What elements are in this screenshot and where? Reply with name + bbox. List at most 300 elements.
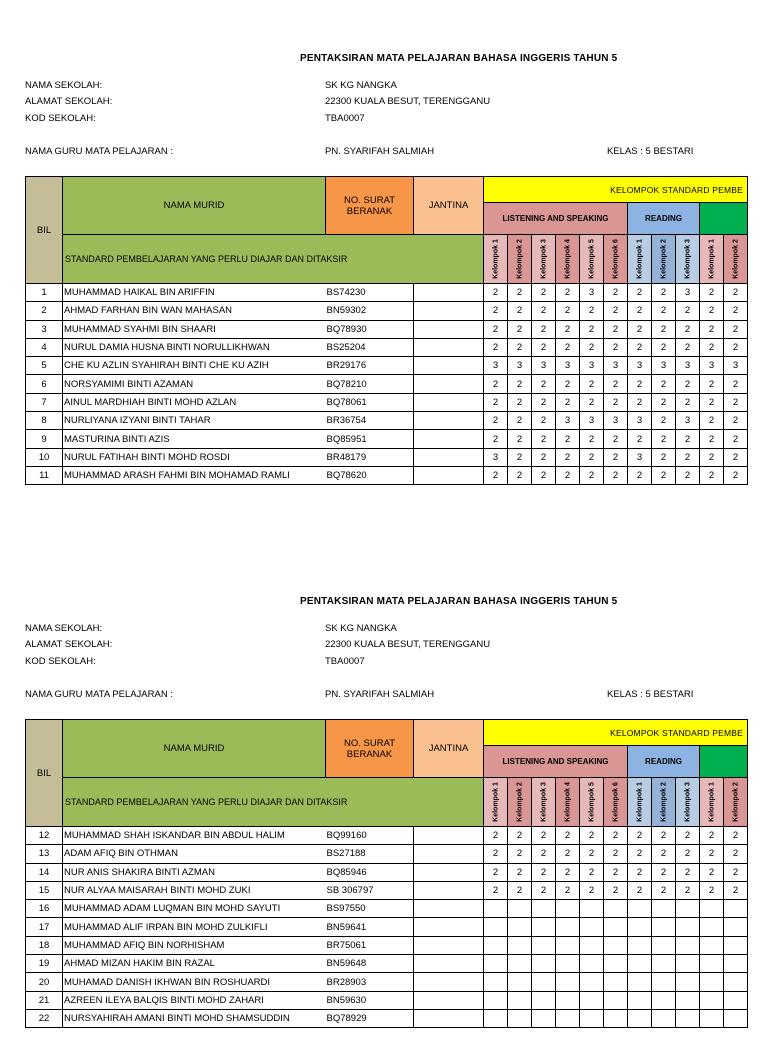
score-cell: 2	[676, 375, 700, 393]
score-cell	[508, 973, 532, 991]
score-cell	[628, 973, 652, 991]
jantina-cell	[414, 320, 484, 338]
score-cell: 2	[676, 863, 700, 881]
surat-cell: BN59630	[326, 991, 414, 1009]
score-cell	[556, 955, 580, 973]
score-cell	[724, 918, 748, 936]
score-cell	[700, 973, 724, 991]
score-cell	[724, 991, 748, 1009]
score-cell: 2	[652, 845, 676, 863]
score-cell: 2	[676, 320, 700, 338]
score-cell: 2	[652, 430, 676, 448]
score-cell: 2	[700, 393, 724, 411]
score-cell: 2	[700, 881, 724, 899]
bil-cell: 6	[26, 375, 63, 393]
kod-label: KOD SEKOLAH:	[25, 113, 96, 124]
alamat-value: 22300 KUALA BESUT, TERENGGANU	[325, 639, 491, 650]
score-cell: 2	[652, 375, 676, 393]
jantina-cell	[414, 936, 484, 954]
score-cell: 2	[580, 430, 604, 448]
score-cell: 2	[628, 430, 652, 448]
score-cell: 2	[652, 412, 676, 430]
surat-cell: BS74230	[326, 284, 414, 302]
standard-pembelajaran-header: STANDARD PEMBELAJARAN YANG PERLU DIAJAR DAN DITAKSIR	[63, 778, 484, 827]
score-cell	[580, 955, 604, 973]
nama-cell: NUR ANIS SHAKIRA BINTI AZMAN	[63, 863, 326, 881]
score-cell: 2	[604, 448, 628, 466]
score-cell: 2	[604, 393, 628, 411]
score-cell: 2	[628, 338, 652, 356]
score-cell: 2	[652, 466, 676, 484]
table-row	[26, 466, 748, 484]
nama-cell: MUHAMMAD ADAM LUQMAN BIN MOHD SAYUTI	[63, 900, 326, 918]
score-cell: 2	[700, 284, 724, 302]
surat-cell: BR75061	[326, 936, 414, 954]
score-cell: 2	[700, 845, 724, 863]
surat-cell: BQ99160	[326, 827, 414, 845]
score-cell: 2	[700, 412, 724, 430]
score-cell: 2	[556, 302, 580, 320]
table-row	[26, 320, 748, 338]
score-cell: 2	[724, 302, 748, 320]
bil-cell: 12	[26, 827, 63, 845]
nama-murid-header: NAMA MURID	[63, 720, 326, 778]
score-cell: 2	[628, 881, 652, 899]
score-cell: 2	[676, 448, 700, 466]
score-cell	[676, 936, 700, 954]
score-cell: 3	[652, 357, 676, 375]
score-cell	[628, 918, 652, 936]
score-cell	[700, 955, 724, 973]
surat-cell: BS25204	[326, 338, 414, 356]
score-cell: 2	[604, 827, 628, 845]
score-cell: 2	[556, 320, 580, 338]
score-cell: 3	[700, 357, 724, 375]
score-cell: 2	[508, 845, 532, 863]
kelompok-col-header: Kelompok 5	[580, 778, 604, 827]
jantina-cell	[414, 863, 484, 881]
kelompok-col-header: Kelompok 3	[532, 235, 556, 284]
score-cell: 2	[484, 430, 508, 448]
score-cell: 2	[556, 863, 580, 881]
score-cell: 2	[700, 827, 724, 845]
nama-cell: MUHAMMAD SYAHMI BIN SHAARI	[63, 320, 326, 338]
score-cell: 2	[508, 430, 532, 448]
score-cell: 2	[700, 448, 724, 466]
bil-cell: 17	[26, 918, 63, 936]
surat-cell: BR28903	[326, 973, 414, 991]
bil-cell: 8	[26, 412, 63, 430]
surat-cell: BR36754	[326, 412, 414, 430]
score-cell: 2	[652, 863, 676, 881]
score-cell	[532, 936, 556, 954]
score-cell: 2	[532, 375, 556, 393]
score-cell	[652, 973, 676, 991]
score-cell: 2	[580, 845, 604, 863]
score-cell: 2	[484, 827, 508, 845]
jantina-cell	[414, 412, 484, 430]
bil-cell: 4	[26, 338, 63, 356]
score-cell: 2	[604, 881, 628, 899]
score-cell: 3	[508, 357, 532, 375]
bil-cell: 11	[26, 466, 63, 484]
jantina-header: JANTINA	[414, 177, 484, 235]
kelompok-col-header: Kelompok 6	[604, 778, 628, 827]
table-row	[26, 357, 748, 375]
score-cell	[484, 900, 508, 918]
score-cell	[508, 955, 532, 973]
score-cell	[604, 991, 628, 1009]
jantina-cell	[414, 827, 484, 845]
score-cell: 2	[556, 338, 580, 356]
score-cell: 2	[484, 302, 508, 320]
score-cell: 2	[724, 412, 748, 430]
score-cell: 3	[676, 284, 700, 302]
score-cell: 2	[556, 448, 580, 466]
surat-cell: BS97550	[326, 900, 414, 918]
score-cell: 2	[652, 338, 676, 356]
score-cell	[532, 900, 556, 918]
score-cell	[580, 918, 604, 936]
score-cell	[508, 936, 532, 954]
score-cell: 2	[556, 284, 580, 302]
score-cell: 2	[604, 338, 628, 356]
kelompok-col-header: Kelompok 4	[556, 778, 580, 827]
score-cell: 2	[700, 863, 724, 881]
score-cell: 2	[508, 320, 532, 338]
score-cell: 2	[556, 881, 580, 899]
score-cell	[556, 1009, 580, 1027]
score-cell: 2	[604, 320, 628, 338]
score-cell	[700, 918, 724, 936]
score-cell: 2	[724, 881, 748, 899]
score-cell: 2	[652, 881, 676, 899]
score-cell	[580, 900, 604, 918]
score-cell	[580, 991, 604, 1009]
score-cell: 2	[508, 375, 532, 393]
score-cell: 2	[556, 466, 580, 484]
score-cell	[652, 1009, 676, 1027]
nama-sekolah-value: SK KG NANGKA	[325, 80, 397, 91]
score-cell: 2	[628, 375, 652, 393]
score-cell: 2	[532, 881, 556, 899]
table-row	[26, 393, 748, 411]
score-cell: 2	[532, 393, 556, 411]
score-cell	[700, 1009, 724, 1027]
kelompok-col-header: Kelompok 2	[508, 235, 532, 284]
score-cell	[508, 1009, 532, 1027]
score-cell	[604, 918, 628, 936]
score-cell: 3	[604, 412, 628, 430]
score-cell	[628, 955, 652, 973]
score-cell: 2	[676, 845, 700, 863]
score-cell: 2	[700, 375, 724, 393]
score-cell: 2	[508, 863, 532, 881]
score-cell	[652, 991, 676, 1009]
score-cell	[508, 918, 532, 936]
score-cell: 2	[724, 375, 748, 393]
jantina-cell	[414, 375, 484, 393]
table-row	[26, 412, 748, 430]
score-cell: 2	[580, 338, 604, 356]
nama-cell: NURSYAHIRAH AMANI BINTI MOHD SHAMSUDDIN	[63, 1009, 326, 1027]
assessment-table	[25, 176, 748, 485]
score-cell: 2	[580, 863, 604, 881]
nama-cell: MUHAMMAD ARASH FAHMI BIN MOHAMAD RAMLI	[63, 466, 326, 484]
score-cell	[628, 936, 652, 954]
surat-cell: BQ78210	[326, 375, 414, 393]
score-cell	[604, 1009, 628, 1027]
score-cell: 2	[508, 448, 532, 466]
table-row	[26, 845, 748, 863]
jantina-cell	[414, 284, 484, 302]
kelompok-col-header: Kelompok 2	[508, 778, 532, 827]
score-cell: 2	[532, 827, 556, 845]
score-cell	[676, 991, 700, 1009]
surat-cell: BQ85946	[326, 863, 414, 881]
score-cell: 2	[676, 338, 700, 356]
score-cell: 3	[580, 357, 604, 375]
nama-cell: NURLIYANA IZYANI BINTI TAHAR	[63, 412, 326, 430]
score-cell	[652, 918, 676, 936]
score-cell: 2	[508, 284, 532, 302]
sheet-title: PENTAKSIRAN MATA PELAJARAN BAHASA INGGERIS TAHUN 5	[300, 53, 618, 64]
score-cell	[652, 955, 676, 973]
score-cell	[604, 900, 628, 918]
score-cell	[508, 900, 532, 918]
score-cell	[580, 1009, 604, 1027]
score-cell: 2	[532, 466, 556, 484]
jantina-cell	[414, 430, 484, 448]
table-row	[26, 827, 748, 845]
table-row	[26, 991, 748, 1009]
score-cell: 2	[676, 302, 700, 320]
score-cell: 2	[724, 863, 748, 881]
score-cell: 2	[628, 863, 652, 881]
score-cell: 2	[604, 845, 628, 863]
score-cell: 3	[676, 412, 700, 430]
score-cell: 2	[604, 430, 628, 448]
nama-cell: CHE KU AZLIN SYAHIRAH BINTI CHE KU AZIH	[63, 357, 326, 375]
nama-cell: MUHAMMAD SHAH ISKANDAR BIN ABDUL HALIM	[63, 827, 326, 845]
kelompok-standard-header: KELOMPOK STANDARD PEMBE	[484, 720, 748, 746]
bil-cell: 13	[26, 845, 63, 863]
surat-cell: BQ78061	[326, 393, 414, 411]
score-cell: 2	[604, 284, 628, 302]
kod-value: TBA0007	[325, 656, 365, 667]
score-cell: 2	[724, 466, 748, 484]
reading-header: READING	[628, 746, 700, 778]
score-cell	[652, 900, 676, 918]
bil-cell: 3	[26, 320, 63, 338]
surat-cell: BR29176	[326, 357, 414, 375]
score-cell: 3	[724, 357, 748, 375]
score-cell: 2	[724, 448, 748, 466]
surat-cell: BN59641	[326, 918, 414, 936]
bil-header: BIL	[26, 177, 63, 284]
score-cell: 2	[700, 338, 724, 356]
score-cell: 2	[700, 466, 724, 484]
nama-cell: MUHAMAD DANISH IKHWAN BIN ROSHUARDI	[63, 973, 326, 991]
score-cell: 2	[484, 338, 508, 356]
surat-cell: BQ78620	[326, 466, 414, 484]
score-cell	[580, 973, 604, 991]
score-cell: 2	[556, 375, 580, 393]
kelompok-col-header: Kelompok 3	[676, 778, 700, 827]
kelompok-standard-header: KELOMPOK STANDARD PEMBE	[484, 177, 748, 203]
jantina-cell	[414, 955, 484, 973]
bil-cell: 2	[26, 302, 63, 320]
bil-cell: 9	[26, 430, 63, 448]
score-cell	[724, 1009, 748, 1027]
nama-cell: NORSYAMIMI BINTI AZAMAN	[63, 375, 326, 393]
score-cell	[580, 936, 604, 954]
score-cell	[604, 936, 628, 954]
score-cell: 3	[532, 357, 556, 375]
bil-cell: 20	[26, 973, 63, 991]
surat-cell: BQ78930	[326, 320, 414, 338]
assessment-table	[25, 719, 748, 1028]
bil-cell: 15	[26, 881, 63, 899]
score-cell: 2	[532, 412, 556, 430]
jantina-cell	[414, 448, 484, 466]
score-cell: 3	[628, 412, 652, 430]
score-cell: 3	[604, 357, 628, 375]
score-cell	[724, 900, 748, 918]
score-cell: 3	[556, 357, 580, 375]
score-cell: 2	[508, 827, 532, 845]
score-cell	[484, 1009, 508, 1027]
score-cell: 2	[532, 302, 556, 320]
surat-cell: BS27188	[326, 845, 414, 863]
table-row	[26, 302, 748, 320]
table-row	[26, 936, 748, 954]
nama-sekolah-label: NAMA SEKOLAH:	[25, 623, 103, 634]
score-cell: 3	[580, 284, 604, 302]
score-cell: 2	[484, 412, 508, 430]
jantina-cell	[414, 881, 484, 899]
score-cell: 2	[484, 375, 508, 393]
score-cell: 2	[532, 284, 556, 302]
score-cell	[484, 918, 508, 936]
score-cell: 2	[700, 320, 724, 338]
score-cell	[484, 973, 508, 991]
kelompok-col-header: Kelompok 6	[604, 235, 628, 284]
score-cell	[532, 1009, 556, 1027]
surat-cell: BQ78929	[326, 1009, 414, 1027]
score-cell: 2	[724, 845, 748, 863]
surat-cell: BQ85951	[326, 430, 414, 448]
bil-header: BIL	[26, 720, 63, 827]
bil-cell: 19	[26, 955, 63, 973]
score-cell: 2	[508, 338, 532, 356]
score-cell	[532, 991, 556, 1009]
score-cell	[700, 991, 724, 1009]
student-rows	[26, 284, 748, 485]
score-cell: 2	[556, 845, 580, 863]
score-cell	[676, 900, 700, 918]
jantina-cell	[414, 845, 484, 863]
kelompok-col-header: Kelompok 3	[676, 235, 700, 284]
kelompok-col-header: Kelompok 1	[628, 235, 652, 284]
score-cell: 2	[532, 863, 556, 881]
surat-cell: BN59648	[326, 955, 414, 973]
kelompok-col-header: Kelompok 2	[724, 778, 748, 827]
nama-cell: MUHAMMAD HAIKAL BIN ARIFFIN	[63, 284, 326, 302]
score-cell	[700, 900, 724, 918]
no-surat-header: NO. SURAT BERANAK	[326, 720, 414, 778]
kelas-value: KELAS : 5 BESTARI	[607, 146, 694, 157]
alamat-value: 22300 KUALA BESUT, TERENGGANU	[325, 96, 491, 107]
no-surat-header: NO. SURAT BERANAK	[326, 177, 414, 235]
score-cell: 2	[628, 827, 652, 845]
score-cell: 2	[652, 320, 676, 338]
surat-cell: SB 306797	[326, 881, 414, 899]
score-cell: 2	[628, 320, 652, 338]
score-cell: 2	[532, 338, 556, 356]
bil-cell: 10	[26, 448, 63, 466]
bil-cell: 7	[26, 393, 63, 411]
writing-header	[700, 746, 748, 778]
surat-cell: BR48179	[326, 448, 414, 466]
score-cell: 2	[628, 302, 652, 320]
score-cell: 2	[676, 881, 700, 899]
score-cell: 2	[532, 430, 556, 448]
score-cell	[676, 1009, 700, 1027]
score-cell: 2	[580, 393, 604, 411]
bil-cell: 5	[26, 357, 63, 375]
score-cell	[628, 900, 652, 918]
jantina-cell	[414, 393, 484, 411]
kelompok-col-header: Kelompok 2	[724, 235, 748, 284]
jantina-cell	[414, 900, 484, 918]
table-row	[26, 375, 748, 393]
score-cell: 2	[556, 393, 580, 411]
score-cell: 2	[580, 448, 604, 466]
student-rows	[26, 827, 748, 1028]
score-cell: 2	[724, 827, 748, 845]
nama-cell: NURUL DAMIA HUSNA BINTI NORULLIKHWAN	[63, 338, 326, 356]
nama-cell: MASTURINA BINTI AZIS	[63, 430, 326, 448]
score-cell: 2	[724, 338, 748, 356]
score-cell: 2	[724, 284, 748, 302]
kelompok-col-header: Kelompok 2	[652, 778, 676, 827]
alamat-label: ALAMAT SEKOLAH:	[25, 96, 113, 107]
kelompok-col-header: Kelompok 1	[700, 235, 724, 284]
kod-label: KOD SEKOLAH:	[25, 656, 96, 667]
score-cell: 2	[652, 302, 676, 320]
sheet-page-2	[0, 543, 768, 1063]
score-cell: 2	[604, 375, 628, 393]
score-cell: 2	[580, 375, 604, 393]
score-cell: 2	[676, 466, 700, 484]
score-cell: 2	[532, 448, 556, 466]
score-cell: 2	[652, 284, 676, 302]
jantina-cell	[414, 973, 484, 991]
score-cell: 2	[676, 827, 700, 845]
score-cell	[556, 991, 580, 1009]
score-cell: 3	[628, 357, 652, 375]
jantina-cell	[414, 918, 484, 936]
score-cell: 3	[484, 357, 508, 375]
score-cell	[556, 918, 580, 936]
score-cell	[676, 973, 700, 991]
score-cell: 3	[556, 412, 580, 430]
table-row	[26, 881, 748, 899]
score-cell: 2	[652, 448, 676, 466]
score-cell: 2	[508, 393, 532, 411]
score-cell	[700, 936, 724, 954]
